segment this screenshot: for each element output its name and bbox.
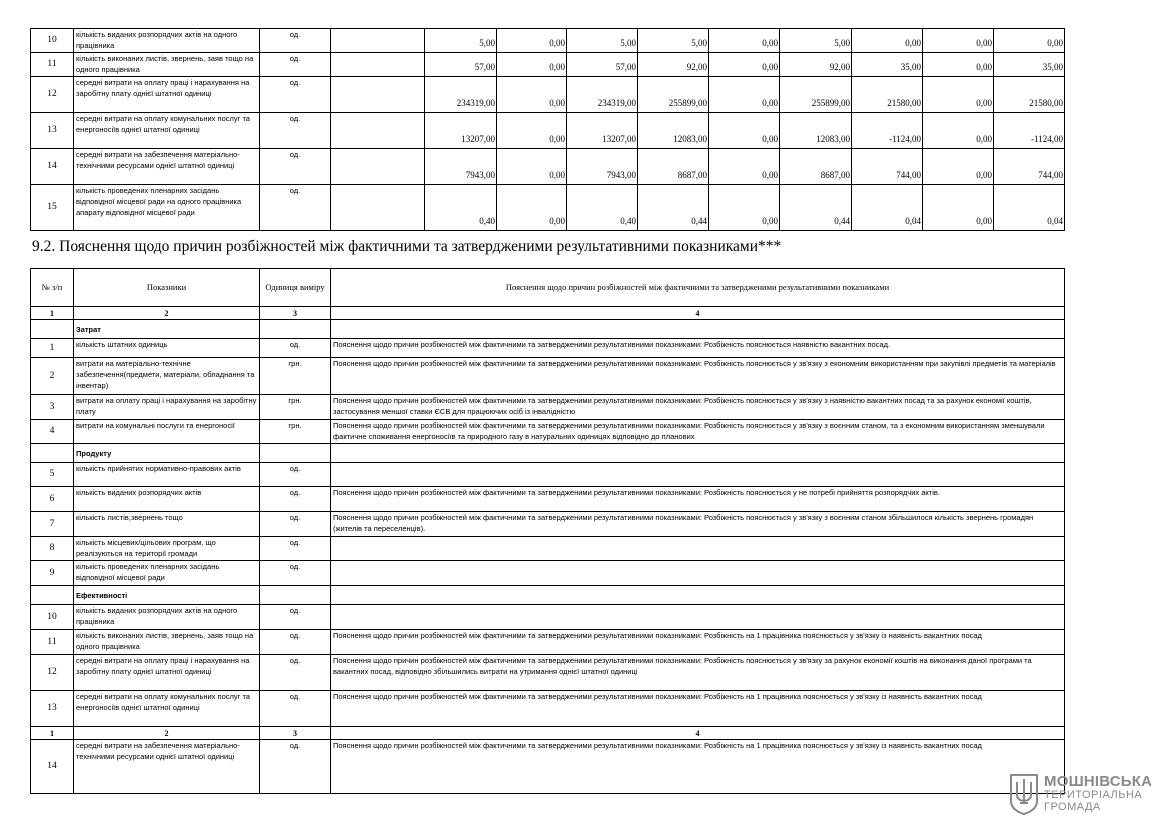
explanation-text xyxy=(331,537,1065,561)
row-number: 8 xyxy=(31,537,74,561)
unit: од. xyxy=(260,655,331,691)
unit: од. xyxy=(260,77,331,113)
value-cell: -1124,00 xyxy=(852,113,923,149)
row-number: 14 xyxy=(31,149,74,185)
row-number: 1 xyxy=(31,339,74,358)
explanation-row xyxy=(31,395,1065,420)
header-indicator: Показники xyxy=(74,269,260,307)
unit: од. xyxy=(260,113,331,149)
explanation-text: Пояснення щодо причин розбіжностей між фактичними та затвердженими результативними показниками: Розбіжність на 1 працівника пояснюється у зв'язку із наявність вакантних посад xyxy=(331,691,1065,727)
indicator-name: середні витрати на забезпечення матеріально-технічними ресурсами однієї штатної одиниці xyxy=(74,149,260,185)
explanation-row xyxy=(31,463,1065,487)
explanation-row xyxy=(31,537,1065,561)
value-cell: 92,00 xyxy=(780,53,852,77)
value-cell: 0,00 xyxy=(923,185,994,231)
indicator-name: кількість прийнятих нормативно-правових актів xyxy=(74,463,260,487)
value-cell: 744,00 xyxy=(852,149,923,185)
explanation-text: Пояснення щодо причин розбіжностей між фактичними та затвердженими результативними показниками: Розбіжність пояснюється у зв'язку за рахунок економії коштів на виконання даної програми та вакантних посад, відповідно збільшились витрати на утримання однієї штатної одиниці xyxy=(331,655,1065,691)
explanation-row xyxy=(31,740,1065,794)
value-cell: 92,00 xyxy=(638,53,709,77)
empty-cell xyxy=(331,113,425,149)
value-row xyxy=(31,185,1065,231)
value-row xyxy=(31,29,1065,53)
row-number: 13 xyxy=(31,113,74,149)
value-cell: 0,04 xyxy=(852,185,923,231)
unit: од. xyxy=(260,537,331,561)
indicator-name: середні витрати на оплату комунальних послуг та енергоносіїв однієї штатної одиниці xyxy=(74,691,260,727)
column-number: 1 xyxy=(31,727,74,740)
explanation-text: Пояснення щодо причин розбіжностей між фактичними та затвердженими результативними показниками: Розбіжність пояснюється у зв'язку з воєнним станом, та з економним використанням зменшували фактичне споживання енергоносіїв та природного газу в натуральних одиницях відповідно до планових xyxy=(331,420,1065,444)
value-cell: 0,00 xyxy=(497,113,567,149)
value-cell: 0,40 xyxy=(567,185,638,231)
value-cell: 0,00 xyxy=(923,53,994,77)
section-row xyxy=(31,320,1065,339)
row-number: 11 xyxy=(31,630,74,655)
explanations-table xyxy=(30,268,1065,794)
value-cell: 5,00 xyxy=(780,29,852,53)
value-cell: 0,00 xyxy=(497,53,567,77)
value-cell: 7943,00 xyxy=(567,149,638,185)
value-row xyxy=(31,113,1065,149)
community-logo xyxy=(1008,772,1158,818)
column-numbers-row xyxy=(31,727,1065,740)
value-cell: 0,00 xyxy=(709,53,780,77)
row-number: 7 xyxy=(31,512,74,537)
section-label-product: Продукту xyxy=(74,444,260,463)
row-number: 10 xyxy=(31,29,74,53)
indicator-name: витрати на комунальні послуги та енергоносії xyxy=(74,420,260,444)
column-number: 4 xyxy=(331,307,1065,320)
value-cell: 57,00 xyxy=(425,53,497,77)
value-cell: 21580,00 xyxy=(852,77,923,113)
value-cell: 0,00 xyxy=(497,185,567,231)
unit: од. xyxy=(260,691,331,727)
indicator-name: кількість проведених пленарних засідань відповідної місцевої ради на одного працівника апарату відповідної місцевої ради xyxy=(74,185,260,231)
empty-cell xyxy=(331,29,425,53)
section-title: 9.2. Пояснення щодо причин розбіжностей між фактичними та затвердженими результативними показниками*** xyxy=(32,238,782,255)
row-number: 6 xyxy=(31,487,74,512)
indicator-name: кількість виданих розпорядчих актів xyxy=(74,487,260,512)
row-number: 2 xyxy=(31,358,74,395)
section-label-costs: Затрат xyxy=(74,320,260,339)
value-cell: 0,44 xyxy=(638,185,709,231)
value-cell: 744,00 xyxy=(994,149,1065,185)
value-cell: 255899,00 xyxy=(780,77,852,113)
indicator-name: середні витрати на оплату праці і нарахування на заробітну плату однієї штатної одиниці xyxy=(74,655,260,691)
empty-cell xyxy=(331,320,1065,339)
value-cell: -1124,00 xyxy=(994,113,1065,149)
indicator-name: кількість листів,звернень тощо xyxy=(74,512,260,537)
indicator-name: середні витрати на забезпечення матеріально-технічними ресурсами однієї штатної одиниці xyxy=(74,740,260,794)
explanation-text: Пояснення щодо причин розбіжностей між фактичними та затвердженими результативними показниками: Розбіжність на 1 працівника пояснюється у зв'язку із наявність вакантних посад xyxy=(331,630,1065,655)
explanation-text: Пояснення щодо причин розбіжностей між фактичними та затвердженими результативними показниками: Розбіжність пояснюється у зв'язку з економним використанням при закупівлі предметів та матеріалів xyxy=(331,358,1065,395)
explanation-row xyxy=(31,605,1065,630)
unit: од. xyxy=(260,185,331,231)
unit: од. xyxy=(260,149,331,185)
unit: од. xyxy=(260,740,331,794)
value-cell: 0,00 xyxy=(923,113,994,149)
indicator-name: витрати на оплату праці і нарахування на заробітну плату xyxy=(74,395,260,420)
value-cell: 8687,00 xyxy=(780,149,852,185)
unit: од. xyxy=(260,512,331,537)
indicator-name: середні витрати на оплату комунальних послуг та енергоносіїв однієї штатної одиниці xyxy=(74,113,260,149)
indicator-name: кількість виконаних листів, звернень, заяв тощо на одного працівника xyxy=(74,630,260,655)
value-cell: 12083,00 xyxy=(780,113,852,149)
value-cell: 0,40 xyxy=(425,185,497,231)
value-cell: 0,00 xyxy=(709,29,780,53)
explanation-row xyxy=(31,512,1065,537)
header-unit: Одиниця виміру xyxy=(260,269,331,307)
value-cell: 0,00 xyxy=(497,29,567,53)
empty-cell xyxy=(331,586,1065,605)
section-label-efficiency: Ефективності xyxy=(74,586,260,605)
value-cell: 234319,00 xyxy=(567,77,638,113)
indicator-name: кількість місцевих/цільових програм, що реалізуються на території громади xyxy=(74,537,260,561)
explanation-text xyxy=(331,605,1065,630)
empty-cell xyxy=(31,320,74,339)
unit: од. xyxy=(260,605,331,630)
value-cell: 234319,00 xyxy=(425,77,497,113)
column-number: 2 xyxy=(74,307,260,320)
value-cell: 0,00 xyxy=(923,77,994,113)
indicator-name: кількість виконаних листів, звернень, заяв тощо на одного працівника xyxy=(74,53,260,77)
value-cell: 57,00 xyxy=(567,53,638,77)
unit: од. xyxy=(260,487,331,512)
row-number: 4 xyxy=(31,420,74,444)
unit: грн. xyxy=(260,395,331,420)
column-number: 1 xyxy=(31,307,74,320)
row-number: 12 xyxy=(31,77,74,113)
indicator-name: кількість штатних одиниць xyxy=(74,339,260,358)
unit: грн. xyxy=(260,420,331,444)
value-cell: 0,00 xyxy=(994,29,1065,53)
value-cell: 0,44 xyxy=(780,185,852,231)
explanation-text: Пояснення щодо причин розбіжностей між фактичними та затвердженими результативними показниками: Розбіжність пояснюється у зв'язку з наявністю вакантних посад та за рахунок економії коштів, застосування меншої ставки ЄСВ для працюючих осіб із інвалідністю xyxy=(331,395,1065,420)
unit: од. xyxy=(260,561,331,586)
unit: од. xyxy=(260,339,331,358)
value-row xyxy=(31,53,1065,77)
indicator-name: кількість виданих розпорядчих актів на одного працівника xyxy=(74,29,260,53)
value-cell: 255899,00 xyxy=(638,77,709,113)
logo-line-1: МОШНІВСЬКА xyxy=(1044,773,1153,790)
empty-cell xyxy=(331,444,1065,463)
explanation-row xyxy=(31,358,1065,395)
indicator-name: витрати на матеріально-технічне забезпечення(предмети, матеріали, обладнання та інвентар) xyxy=(74,358,260,395)
explanation-text: Пояснення щодо причин розбіжностей між фактичними та затвердженими результативними показниками: Розбіжність пояснюється у не потребі прийняття розпорядчих актів. xyxy=(331,487,1065,512)
row-number: 12 xyxy=(31,655,74,691)
unit: од. xyxy=(260,463,331,487)
header-explanation: Пояснення щодо причин розбіжностей між фактичними та затвердженими результативними показниками xyxy=(331,269,1065,307)
indicator-name: кількість проведених пленарних засідань відповідної місцевої ради xyxy=(74,561,260,586)
column-number: 3 xyxy=(260,727,331,740)
value-row xyxy=(31,77,1065,113)
explanation-row xyxy=(31,561,1065,586)
value-cell: 35,00 xyxy=(852,53,923,77)
empty-cell xyxy=(260,320,331,339)
value-cell: 0,00 xyxy=(923,29,994,53)
value-cell: 35,00 xyxy=(994,53,1065,77)
indicators-values-table xyxy=(30,28,1065,231)
explanation-row xyxy=(31,630,1065,655)
header-no: № з/п xyxy=(31,269,74,307)
trident-icon xyxy=(1008,772,1040,816)
section-row xyxy=(31,444,1065,463)
indicator-name: середні витрати на оплату праці і нарахування на заробітну плату однієї штатної одиниці xyxy=(74,77,260,113)
value-cell: 5,00 xyxy=(567,29,638,53)
section-row xyxy=(31,586,1065,605)
empty-cell xyxy=(331,149,425,185)
header-row xyxy=(31,269,1065,307)
value-cell: 0,00 xyxy=(709,113,780,149)
unit: од. xyxy=(260,53,331,77)
row-number: 5 xyxy=(31,463,74,487)
unit: од. xyxy=(260,29,331,53)
empty-cell xyxy=(331,77,425,113)
value-cell: 0,00 xyxy=(709,77,780,113)
empty-cell xyxy=(260,444,331,463)
value-cell: 0,00 xyxy=(852,29,923,53)
value-cell: 13207,00 xyxy=(425,113,497,149)
value-cell: 13207,00 xyxy=(567,113,638,149)
explanation-row xyxy=(31,339,1065,358)
value-cell: 21580,00 xyxy=(994,77,1065,113)
value-cell: 12083,00 xyxy=(638,113,709,149)
explanation-row xyxy=(31,420,1065,444)
value-cell: 0,00 xyxy=(923,149,994,185)
value-cell: 0,04 xyxy=(994,185,1065,231)
value-cell: 0,00 xyxy=(497,149,567,185)
value-row xyxy=(31,149,1065,185)
row-number: 11 xyxy=(31,53,74,77)
explanation-row xyxy=(31,655,1065,691)
value-cell: 5,00 xyxy=(425,29,497,53)
explanation-text xyxy=(331,463,1065,487)
row-number: 14 xyxy=(31,740,74,794)
value-cell: 0,00 xyxy=(709,149,780,185)
unit: од. xyxy=(260,630,331,655)
logo-line-2: ТЕРИТОРІАЛЬНА xyxy=(1044,789,1143,801)
empty-cell xyxy=(31,586,74,605)
value-cell: 7943,00 xyxy=(425,149,497,185)
row-number: 10 xyxy=(31,605,74,630)
value-cell: 5,00 xyxy=(638,29,709,53)
row-number: 3 xyxy=(31,395,74,420)
explanation-row xyxy=(31,691,1065,727)
explanation-text: Пояснення щодо причин розбіжностей між фактичними та затвердженими результативними показниками: Розбіжність пояснюється наявністю вакантних посад. xyxy=(331,339,1065,358)
value-cell: 0,00 xyxy=(497,77,567,113)
explanation-text: Пояснення щодо причин розбіжностей між фактичними та затвердженими результативними показниками: Розбіжність на 1 працівника пояснюється у зв'язку із наявність вакантних посад xyxy=(331,740,1065,794)
column-numbers-row xyxy=(31,307,1065,320)
unit: грн. xyxy=(260,358,331,395)
indicator-name: кількість виданих розпорядчих актів на одного працівника xyxy=(74,605,260,630)
column-number: 4 xyxy=(331,727,1065,740)
empty-cell xyxy=(31,444,74,463)
row-number: 13 xyxy=(31,691,74,727)
value-cell: 0,00 xyxy=(709,185,780,231)
logo-line-3: ГРОМАДА xyxy=(1044,801,1101,813)
column-number: 2 xyxy=(74,727,260,740)
row-number: 9 xyxy=(31,561,74,586)
empty-cell xyxy=(260,586,331,605)
empty-cell xyxy=(331,185,425,231)
explanation-text xyxy=(331,561,1065,586)
explanation-row xyxy=(31,487,1065,512)
explanation-text: Пояснення щодо причин розбіжностей між фактичними та затвердженими результативними показниками: Розбіжність пояснюється у зв'язку з воєнним станом збільшилося кількість звернень громадян (жителів та переселенців). xyxy=(331,512,1065,537)
row-number: 15 xyxy=(31,185,74,231)
value-cell: 8687,00 xyxy=(638,149,709,185)
column-number: 3 xyxy=(260,307,331,320)
empty-cell xyxy=(331,53,425,77)
